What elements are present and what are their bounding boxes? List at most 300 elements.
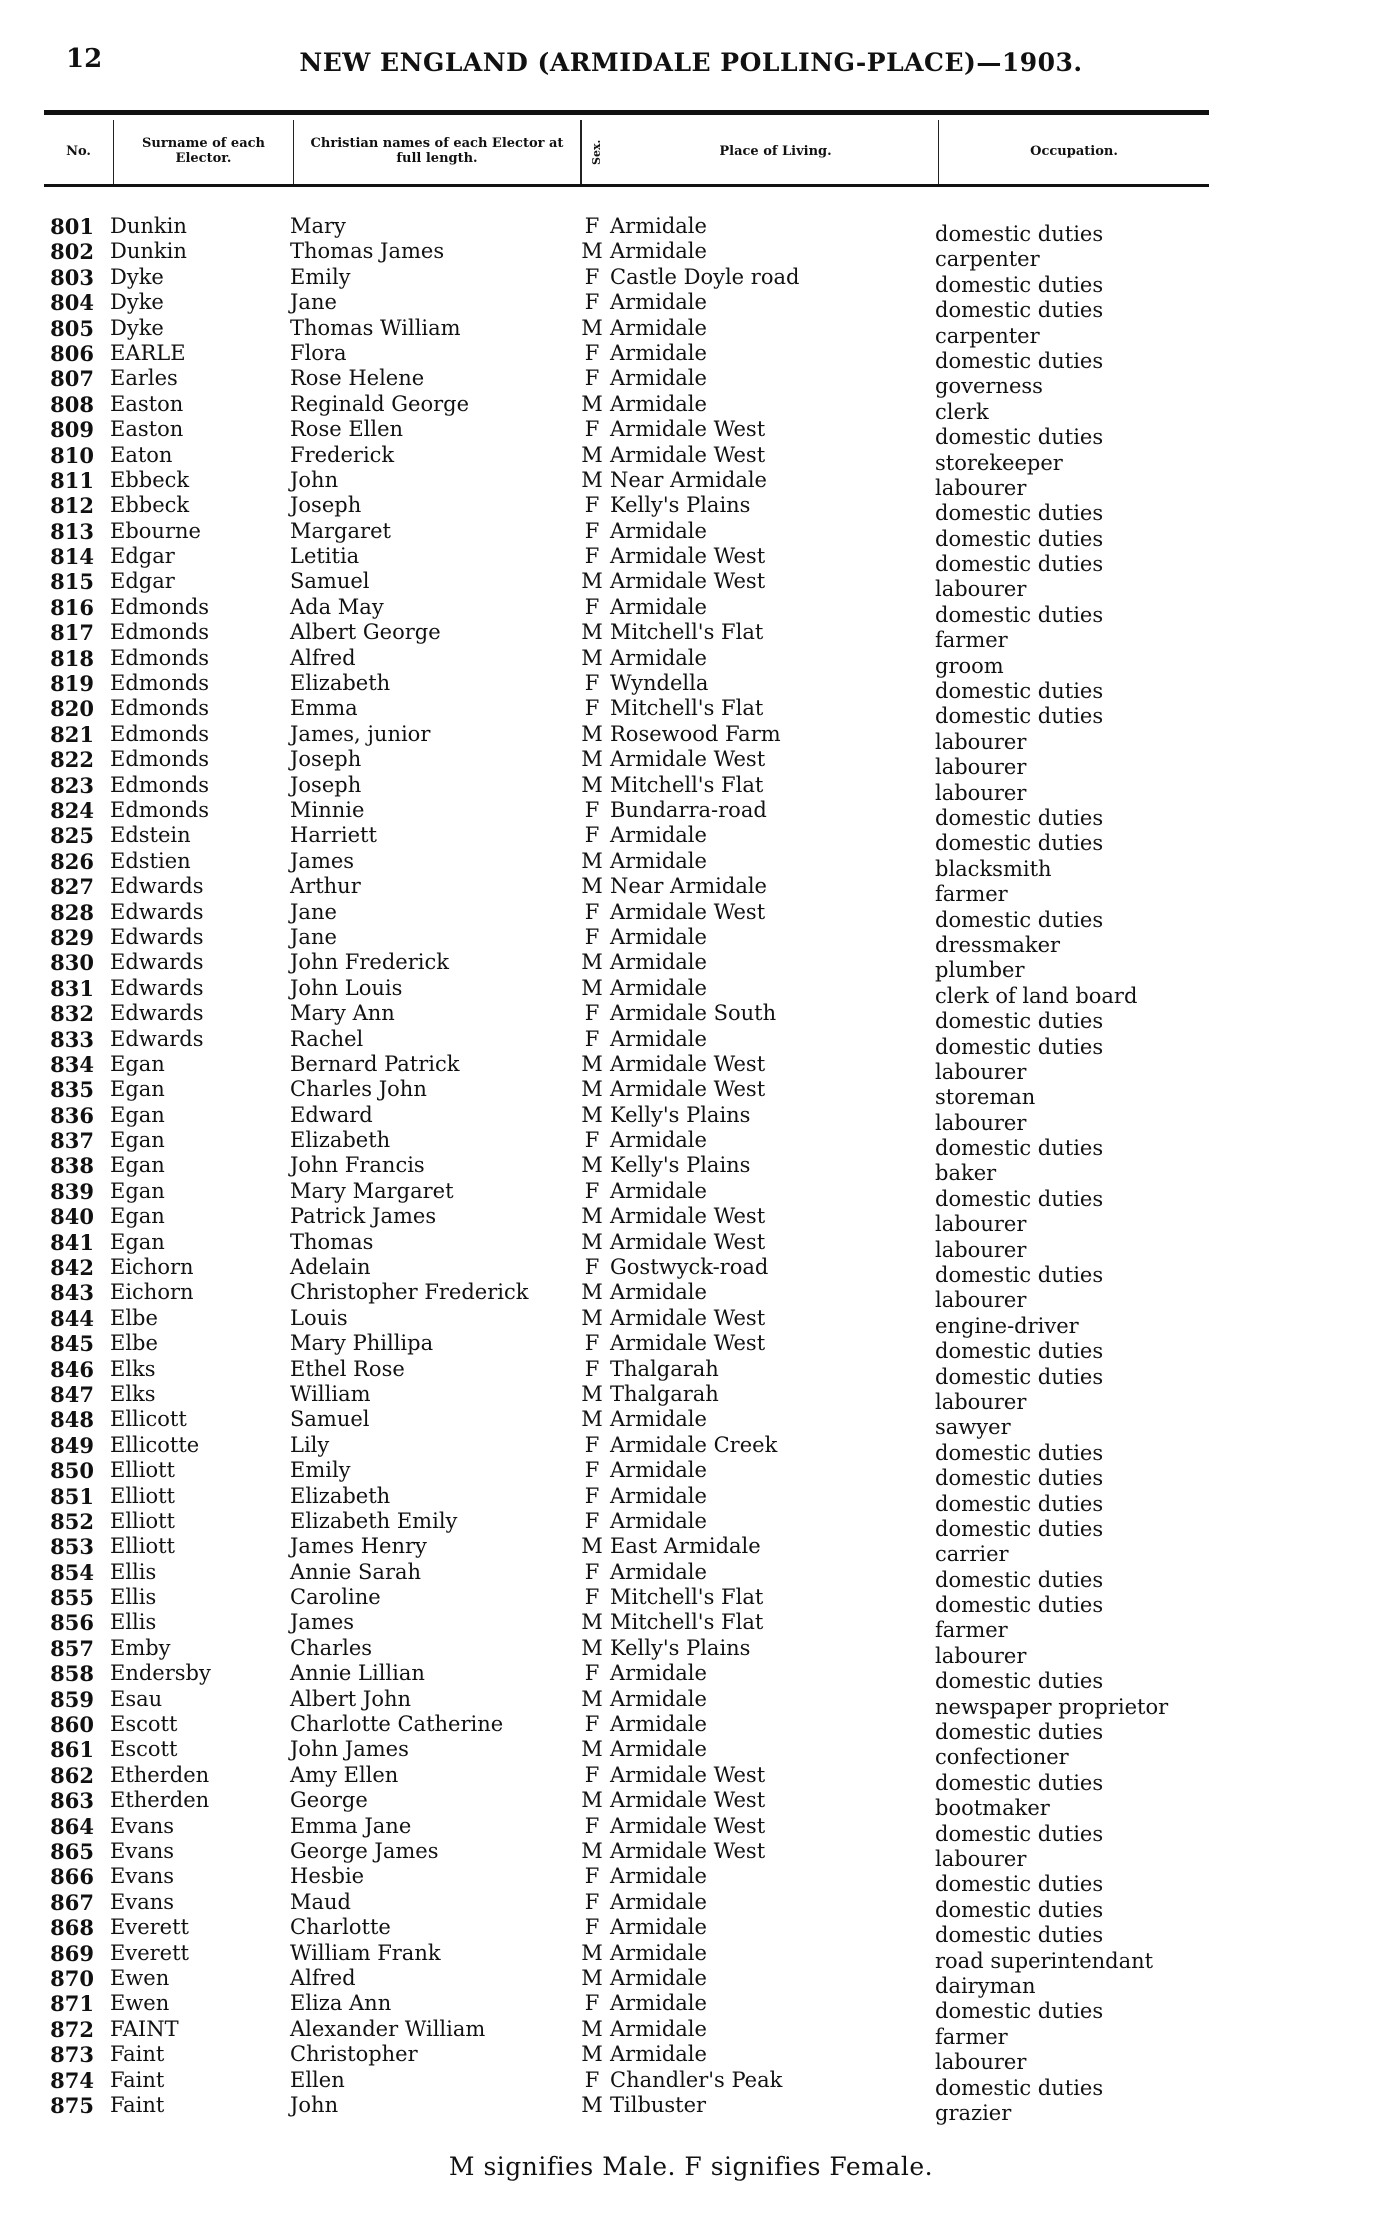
table-row	[0, 1813, 1382, 1846]
elector-christian-names: William	[290, 1381, 371, 1406]
elector-number: 829	[50, 924, 94, 950]
elector-surname: Elliott	[110, 1534, 175, 1559]
elector-sex: M	[581, 1965, 603, 1990]
elector-christian-names: Jane	[290, 899, 337, 924]
elector-number: 872	[50, 2016, 94, 2042]
table-row	[0, 1077, 1382, 1110]
elector-christian-names: Margaret	[290, 518, 391, 543]
elector-place: Armidale	[610, 2042, 707, 2067]
elector-christian-names: Frederick	[290, 442, 395, 467]
elector-sex: M	[581, 467, 603, 492]
table-row	[0, 1915, 1382, 1948]
table-row	[0, 848, 1382, 881]
elector-sex: F	[584, 1128, 600, 1153]
elector-number: 831	[50, 975, 94, 1001]
elector-number: 806	[50, 340, 94, 366]
elector-christian-names: Adelain	[290, 1255, 371, 1280]
table-row	[0, 264, 1382, 297]
elector-surname: Ellis	[110, 1610, 157, 1635]
elector-sex: M	[581, 391, 603, 416]
table-row	[0, 544, 1382, 577]
elector-number: 824	[50, 797, 94, 823]
elector-sex: F	[584, 1661, 600, 1686]
elector-surname: FAINT	[110, 2016, 179, 2041]
elector-sex: M	[581, 1686, 603, 1711]
page-number: 12	[66, 44, 103, 74]
elector-surname: Dyke	[110, 264, 164, 289]
elector-occupation: labourer	[935, 2050, 1027, 2075]
elector-surname: Eichorn	[110, 1255, 194, 1280]
elector-number: 825	[50, 823, 94, 849]
table-row	[0, 239, 1382, 272]
elector-place: Kelly's Plains	[610, 1635, 751, 1660]
elector-number: 859	[50, 1686, 94, 1712]
elector-surname: Edwards	[110, 1001, 204, 1026]
elector-christian-names: Amy Ellen	[290, 1762, 399, 1787]
elector-number: 838	[50, 1153, 94, 1179]
elector-surname: Edstein	[110, 823, 191, 848]
elector-sex: F	[584, 214, 600, 238]
table-row	[0, 1331, 1382, 1364]
elector-number: 849	[50, 1432, 94, 1458]
elector-surname: Edmonds	[110, 671, 210, 696]
elector-christian-names: Emily	[290, 1458, 351, 1483]
elector-surname: Faint	[110, 2042, 165, 2067]
elector-occupation: sawyer	[935, 1415, 1011, 1440]
elector-surname: Elliott	[110, 1508, 175, 1533]
elector-number: 837	[50, 1128, 94, 1154]
table-row	[0, 1204, 1382, 1237]
elector-occupation: storekeeper	[935, 450, 1063, 475]
table-row	[0, 493, 1382, 526]
elector-place: Tilbuster	[610, 2092, 707, 2117]
elector-sex: F	[584, 1762, 600, 1787]
elector-christian-names: John	[290, 2092, 339, 2117]
elector-christian-names: Mary	[290, 214, 346, 238]
elector-surname: Edmonds	[110, 747, 210, 772]
elector-occupation: domestic duties	[935, 1593, 1104, 1618]
elector-occupation: domestic duties	[935, 272, 1104, 297]
table-row	[0, 1686, 1382, 1719]
elector-sex: F	[584, 1915, 600, 1940]
elector-place: Armidale West	[610, 1839, 766, 1863]
elector-place: Armidale	[610, 1128, 707, 1153]
elector-place: Mitchell's Flat	[610, 620, 764, 645]
table-row	[0, 1178, 1382, 1211]
elector-number: 836	[50, 1102, 94, 1128]
elector-christian-names: Emma	[290, 696, 358, 721]
elector-surname: Edstien	[110, 848, 191, 873]
elector-christian-names: Ada May	[290, 594, 384, 619]
elector-place: Armidale	[610, 823, 707, 848]
elector-surname: Edwards	[110, 975, 204, 1000]
elector-surname: Edgar	[110, 569, 175, 594]
elector-number: 809	[50, 417, 94, 443]
elector-sex: F	[584, 671, 600, 696]
elector-number: 853	[50, 1534, 94, 1560]
elector-sex: M	[581, 950, 603, 975]
table-row	[0, 569, 1382, 602]
elector-occupation: labourer	[935, 1288, 1027, 1313]
elector-place: Armidale West	[610, 1331, 766, 1356]
elector-place: Armidale	[610, 1559, 707, 1584]
table-row	[0, 315, 1382, 348]
elector-occupation: domestic duties	[935, 1821, 1104, 1846]
elector-place: Armidale	[610, 1178, 707, 1203]
elector-christian-names: Christopher Frederick	[290, 1280, 529, 1305]
table-row	[0, 1864, 1382, 1897]
table-row	[0, 1940, 1382, 1973]
elector-place: Thalgarah	[610, 1356, 719, 1381]
table-row	[0, 645, 1382, 678]
elector-place: Armidale	[610, 1991, 707, 2016]
elector-place: Gostwyck-road	[610, 1255, 769, 1280]
elector-christian-names: Harriett	[290, 823, 377, 848]
elector-number: 808	[50, 391, 94, 417]
elector-number: 871	[50, 1991, 94, 2017]
elector-place: Armidale West	[610, 417, 766, 442]
elector-sex: F	[584, 417, 600, 442]
elector-surname: Dyke	[110, 290, 164, 315]
elector-surname: Easton	[110, 417, 184, 442]
elector-number: 841	[50, 1229, 94, 1255]
elector-number: 861	[50, 1737, 94, 1763]
elector-sex: F	[584, 1458, 600, 1483]
elector-surname: Faint	[110, 2092, 165, 2117]
elector-surname: Everett	[110, 1915, 189, 1940]
elector-occupation: labourer	[935, 780, 1027, 805]
elector-number: 802	[50, 239, 94, 265]
elector-surname: Easton	[110, 391, 184, 416]
elector-christian-names: Samuel	[290, 1407, 370, 1432]
elector-occupation: domestic duties	[935, 348, 1104, 373]
elector-christian-names: James Henry	[290, 1534, 427, 1559]
elector-place: Armidale	[610, 315, 707, 340]
elector-number: 826	[50, 848, 94, 874]
elector-number: 811	[50, 467, 94, 493]
elector-surname: Faint	[110, 2067, 165, 2092]
table-row	[0, 2092, 1382, 2125]
elector-christian-names: Thomas William	[290, 315, 461, 340]
elector-occupation: storeman	[935, 1085, 1036, 1110]
elector-number: 851	[50, 1483, 94, 1509]
elector-christian-names: Elizabeth	[290, 1128, 391, 1153]
elector-surname: Dunkin	[110, 214, 187, 238]
elector-place: East Armidale	[610, 1534, 761, 1559]
elector-sex: M	[581, 1077, 603, 1102]
elector-christian-names: Alexander William	[290, 2016, 486, 2041]
elector-sex: F	[584, 1813, 600, 1838]
elector-place: Armidale West	[610, 1813, 766, 1838]
elector-christian-names: James, junior	[290, 721, 431, 746]
elector-sex: F	[584, 1712, 600, 1737]
elector-number: 845	[50, 1331, 94, 1357]
table-row	[0, 823, 1382, 856]
elector-place: Armidale West	[610, 1204, 766, 1229]
elector-place: Armidale West	[610, 442, 766, 467]
table-row	[0, 290, 1382, 323]
elector-surname: Etherden	[110, 1788, 210, 1813]
elector-surname: Elliott	[110, 1483, 175, 1508]
elector-surname: Escott	[110, 1712, 178, 1737]
elector-christian-names: Elizabeth Emily	[290, 1508, 458, 1533]
elector-sex: F	[584, 797, 600, 822]
table-row	[0, 1229, 1382, 1262]
elector-number: 801	[50, 214, 94, 239]
elector-surname: Eaton	[110, 442, 173, 467]
elector-sex: M	[581, 772, 603, 797]
table-row	[0, 1153, 1382, 1186]
elector-place: Armidale West	[610, 569, 766, 594]
elector-christian-names: John Francis	[290, 1153, 425, 1178]
elector-sex: F	[584, 1991, 600, 2016]
elector-surname: Egan	[110, 1178, 165, 1203]
elector-surname: Everett	[110, 1940, 189, 1965]
table-row	[0, 442, 1382, 475]
elector-occupation: domestic duties	[935, 1186, 1104, 1211]
elector-sex: F	[584, 518, 600, 543]
elector-occupation: domestic duties	[935, 1263, 1104, 1288]
elector-number: 874	[50, 2067, 94, 2093]
elector-number: 821	[50, 721, 94, 747]
table-row	[0, 1102, 1382, 1135]
elector-place: Armidale	[610, 1686, 707, 1711]
elector-place: Kelly's Plains	[610, 493, 751, 518]
elector-christian-names: John James	[290, 1737, 409, 1762]
table-row	[0, 1356, 1382, 1389]
table-row	[0, 467, 1382, 500]
elector-place: Armidale	[610, 1026, 707, 1051]
elector-occupation: groom	[935, 653, 1004, 678]
elector-occupation: domestic duties	[935, 1009, 1104, 1034]
elector-number: 807	[50, 366, 94, 392]
elector-place: Armidale Creek	[610, 1432, 778, 1457]
table-row	[0, 1458, 1382, 1491]
elector-number: 819	[50, 671, 94, 697]
elector-christian-names: William Frank	[290, 1940, 441, 1965]
elector-occupation: labourer	[935, 1237, 1027, 1262]
elector-number: 839	[50, 1178, 94, 1204]
elector-christian-names: Ellen	[290, 2067, 345, 2092]
elector-sex: M	[581, 442, 603, 467]
elector-surname: Eichorn	[110, 1280, 194, 1305]
elector-place: Mitchell's Flat	[610, 772, 764, 797]
table-row	[0, 671, 1382, 704]
elector-christian-names: Jane	[290, 924, 337, 949]
elector-occupation: domestic duties	[935, 1720, 1104, 1745]
elector-christian-names: Eliza Ann	[290, 1991, 392, 2016]
elector-sex: M	[581, 1381, 603, 1406]
elector-occupation: labourer	[935, 1847, 1027, 1871]
elector-occupation: carpenter	[935, 247, 1040, 272]
elector-surname: Egan	[110, 1051, 165, 1076]
elector-occupation: labourer	[935, 475, 1027, 500]
elector-number: 862	[50, 1762, 94, 1788]
elector-christian-names: Albert John	[290, 1686, 412, 1711]
elector-surname: Ewen	[110, 1965, 170, 1990]
elector-place: Armidale West	[610, 747, 766, 772]
elector-surname: Escott	[110, 1737, 178, 1762]
elector-sex: M	[581, 620, 603, 645]
elector-place: Armidale	[610, 340, 707, 365]
elector-christian-names: Joseph	[290, 493, 362, 518]
elector-number: 852	[50, 1508, 94, 1534]
elector-sex: F	[584, 1585, 600, 1610]
elector-number: 846	[50, 1356, 94, 1382]
elector-christian-names: James	[290, 1610, 355, 1635]
table-row	[0, 874, 1382, 907]
elector-christian-names: Charlotte	[290, 1915, 391, 1940]
elector-occupation: blacksmith	[935, 856, 1052, 881]
elector-sex: M	[581, 1153, 603, 1178]
elector-surname: Ebbeck	[110, 467, 190, 492]
elector-occupation: domestic duties	[935, 1034, 1104, 1059]
elector-christian-names: Emily	[290, 264, 351, 289]
elector-occupation: farmer	[935, 882, 1008, 907]
elector-occupation: domestic duties	[935, 1872, 1104, 1897]
column-header-sex: Sex.	[581, 120, 613, 184]
elector-sex: M	[581, 1940, 603, 1965]
table-row	[0, 1255, 1382, 1288]
elector-surname: Elliott	[110, 1458, 175, 1483]
elector-sex: M	[581, 2016, 603, 2041]
elector-number: 823	[50, 772, 94, 798]
elector-occupation: domestic duties	[935, 1491, 1104, 1516]
table-row	[0, 1305, 1382, 1338]
elector-occupation: domestic duties	[935, 1669, 1104, 1694]
elector-number: 858	[50, 1661, 94, 1687]
elector-surname: Egan	[110, 1153, 165, 1178]
elector-number: 842	[50, 1255, 94, 1281]
elector-christian-names: Hesbie	[290, 1864, 365, 1889]
elector-sex: M	[581, 1635, 603, 1660]
elector-occupation: labourer	[935, 1643, 1027, 1668]
column-header-occupation: Occupation.	[1030, 143, 1118, 159]
elector-christian-names: Thomas	[290, 1229, 374, 1254]
elector-number: 854	[50, 1559, 94, 1585]
table-row	[0, 1001, 1382, 1034]
elector-place: Thalgarah	[610, 1381, 719, 1406]
elector-sex: F	[584, 264, 600, 289]
elector-place: Armidale West	[610, 1051, 766, 1076]
elector-sex: F	[584, 1508, 600, 1533]
elector-surname: Elks	[110, 1381, 156, 1406]
elector-surname: Ellicott	[110, 1407, 187, 1432]
elector-number: 873	[50, 2042, 94, 2068]
elector-sex: M	[581, 239, 603, 264]
table-row	[0, 1280, 1382, 1313]
elector-place: Bundarra-road	[610, 797, 767, 822]
elector-surname: Egan	[110, 1229, 165, 1254]
elector-sex: M	[581, 975, 603, 1000]
elector-occupation: domestic duties	[935, 1136, 1104, 1161]
elector-place: Wyndella	[610, 671, 709, 696]
elector-place: Armidale	[610, 290, 707, 315]
table-header	[44, 120, 1209, 187]
elector-sex: M	[581, 848, 603, 873]
elector-number: 810	[50, 442, 94, 468]
elector-surname: Edmonds	[110, 620, 210, 645]
table-row	[0, 1635, 1382, 1668]
elector-surname: Edwards	[110, 924, 204, 949]
elector-number: 864	[50, 1813, 94, 1839]
elector-occupation: domestic duties	[935, 602, 1104, 627]
table-row	[0, 1585, 1382, 1618]
elector-sex: M	[581, 569, 603, 594]
elector-number: 827	[50, 874, 94, 900]
elector-sex: M	[581, 1102, 603, 1127]
table-row	[0, 950, 1382, 983]
table-row	[0, 2042, 1382, 2075]
elector-surname: Edmonds	[110, 645, 210, 670]
elector-occupation: domestic duties	[935, 425, 1104, 450]
table-row	[0, 1788, 1382, 1821]
elector-surname: Earles	[110, 366, 178, 391]
elector-sex: M	[581, 1229, 603, 1254]
elector-place: Armidale	[610, 1965, 707, 1990]
elector-number: 818	[50, 645, 94, 671]
elector-surname: Edmonds	[110, 594, 210, 619]
elector-christian-names: George James	[290, 1839, 439, 1863]
elector-number: 834	[50, 1051, 94, 1077]
elector-surname: Evans	[110, 1889, 175, 1914]
elector-occupation: farmer	[935, 628, 1008, 653]
elector-place: Armidale	[610, 518, 707, 543]
table-row	[0, 1432, 1382, 1465]
elector-sex: M	[581, 1534, 603, 1559]
elector-place: Armidale	[610, 1508, 707, 1533]
elector-christian-names: Lily	[290, 1432, 330, 1457]
elector-surname: Ewen	[110, 1991, 170, 2016]
elector-place: Armidale West	[610, 1077, 766, 1102]
elector-surname: Dunkin	[110, 239, 187, 264]
elector-occupation: domestic duties	[935, 907, 1104, 932]
elector-sex: F	[584, 1026, 600, 1051]
elector-occupation: domestic duties	[935, 501, 1104, 526]
elector-place: Chandler's Peak	[610, 2067, 783, 2092]
elector-sex: M	[581, 1051, 603, 1076]
elector-sex: M	[581, 747, 603, 772]
elector-occupation: farmer	[935, 1618, 1008, 1643]
elector-number: 855	[50, 1585, 94, 1611]
elector-place: Armidale	[610, 1661, 707, 1686]
elector-place: Armidale	[610, 1407, 707, 1432]
table-row	[0, 518, 1382, 551]
elector-surname: Elbe	[110, 1331, 158, 1356]
elector-christian-names: Samuel	[290, 569, 370, 594]
table-row	[0, 1661, 1382, 1694]
elector-christian-names: John Frederick	[290, 950, 449, 975]
elector-christian-names: Arthur	[290, 874, 361, 899]
elector-number: 817	[50, 620, 94, 646]
column-header-no: No.	[44, 120, 114, 184]
elector-surname: Edmonds	[110, 696, 210, 721]
column-header-place: Place of Living.	[613, 120, 939, 184]
elector-number: 860	[50, 1712, 94, 1738]
table-row	[0, 1128, 1382, 1161]
table-row	[0, 696, 1382, 729]
elector-surname: Elks	[110, 1356, 156, 1381]
page-title: NEW ENGLAND (ARMIDALE POLLING-PLACE)—1903.	[299, 48, 1083, 77]
elector-christian-names: Elizabeth	[290, 671, 391, 696]
elector-place: Mitchell's Flat	[610, 1585, 764, 1610]
elector-number: 850	[50, 1458, 94, 1484]
elector-occupation: domestic duties	[935, 1923, 1104, 1948]
elector-number: 863	[50, 1788, 94, 1814]
elector-surname: Elbe	[110, 1305, 158, 1330]
elector-place: Armidale	[610, 1889, 707, 1914]
elector-occupation: domestic duties	[935, 298, 1104, 323]
